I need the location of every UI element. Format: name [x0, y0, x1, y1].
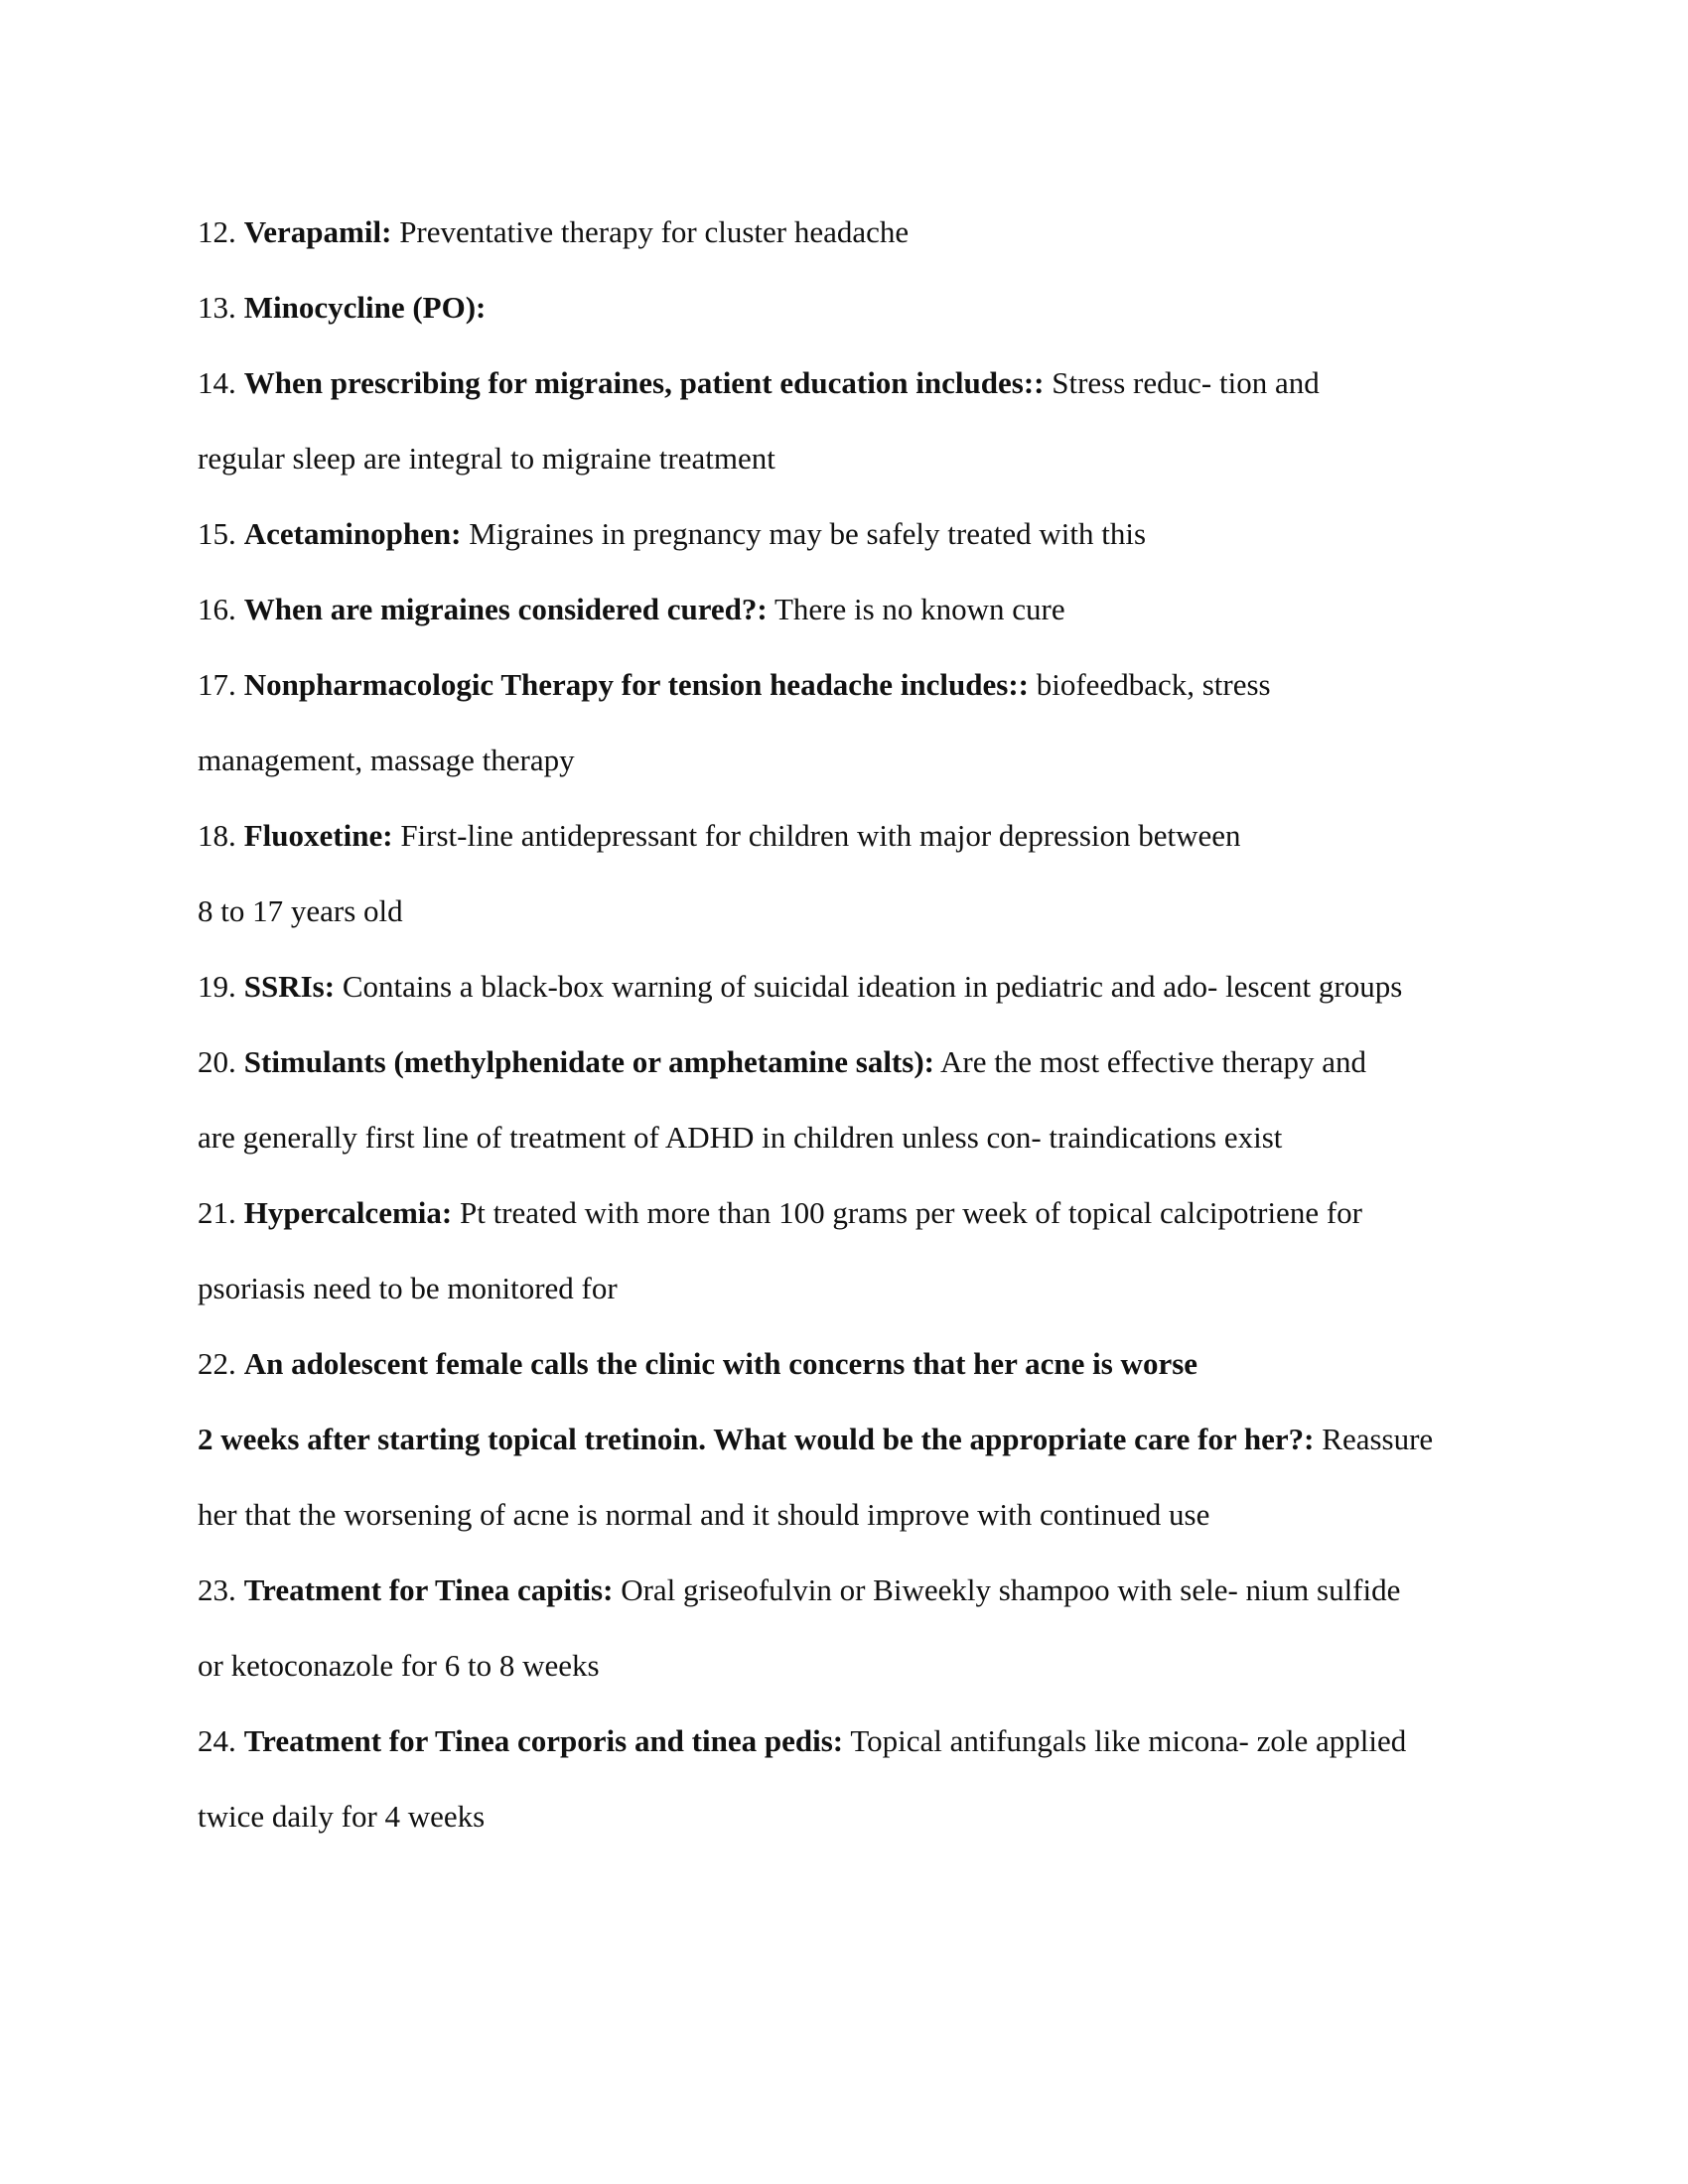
- item-term: Fluoxetine:: [243, 818, 393, 853]
- list-item-continuation: are generally first line of treatment of ADHD in children unless con- traindications exist: [198, 1120, 1283, 1155]
- list-item-continuation: 8 to 17 years old: [198, 893, 403, 928]
- item-term: An adolescent female calls the clinic with concerns that her acne is worse: [243, 1346, 1198, 1381]
- item-text: Reassure: [1322, 1422, 1434, 1456]
- item-number: 17.: [198, 667, 236, 702]
- list-item: [198, 1326, 1518, 1402]
- item-text: Are the most effective therapy and: [940, 1044, 1366, 1079]
- list-item: [198, 1553, 1518, 1628]
- item-number: 21.: [198, 1195, 236, 1230]
- list-item-continuation: regular sleep are integral to migraine treatment: [198, 441, 775, 476]
- item-term: Hypercalcemia:: [243, 1195, 453, 1230]
- item-term: When are migraines considered cured?:: [243, 592, 768, 626]
- flashcard-list: [198, 195, 1518, 1854]
- item-number: 20.: [198, 1044, 236, 1079]
- item-text: Preventative therapy for cluster headache: [399, 214, 910, 249]
- item-term: Stimulants (methylphenidate or amphetamine salts):: [243, 1044, 934, 1079]
- item-text: Stress reduc- tion and: [1052, 365, 1320, 400]
- list-item-continuation: her that the worsening of acne is normal and it should improve with continued use: [198, 1497, 1210, 1532]
- list-item-continuation: [198, 1402, 1518, 1477]
- item-term: Treatment for Tinea corporis and tinea pedis:: [243, 1723, 844, 1758]
- item-text: Migraines in pregnancy may be safely treated with this: [469, 516, 1147, 551]
- item-term: Verapamil:: [243, 214, 392, 249]
- list-item: [198, 195, 1518, 270]
- item-number: 16.: [198, 592, 236, 626]
- item-term: SSRIs:: [243, 969, 336, 1004]
- list-item: [198, 647, 1518, 723]
- item-text: Oral griseofulvin or Biweekly shampoo with sele- nium sulfide: [621, 1572, 1401, 1607]
- item-text: There is no known cure: [774, 592, 1065, 626]
- item-term-continued: 2 weeks after starting topical tretinoin. What would be the appropriate care for her?:: [198, 1422, 1315, 1456]
- list-item: [198, 1024, 1518, 1100]
- item-term: Nonpharmacologic Therapy for tension headache includes::: [243, 667, 1029, 702]
- item-number: 15.: [198, 516, 236, 551]
- item-text: biofeedback, stress: [1036, 667, 1271, 702]
- list-item: [198, 270, 1518, 345]
- list-item-continuation: or ketoconazole for 6 to 8 weeks: [198, 1648, 600, 1683]
- item-term: When prescribing for migraines, patient education includes::: [243, 365, 1045, 400]
- item-text: First-line antidepressant for children with major depression between: [400, 818, 1241, 853]
- item-number: 22.: [198, 1346, 236, 1381]
- item-number: 14.: [198, 365, 236, 400]
- item-text: Pt treated with more than 100 grams per week of topical calcipotriene for: [459, 1195, 1362, 1230]
- list-item: [198, 1175, 1518, 1251]
- item-term: Treatment for Tinea capitis:: [243, 1572, 614, 1607]
- item-text: Contains a black-box warning of suicidal ideation in pediatric and ado- lescent groups: [342, 969, 1403, 1004]
- item-number: 13.: [198, 290, 236, 325]
- item-number: 19.: [198, 969, 236, 1004]
- list-item: [198, 496, 1518, 572]
- item-number: 24.: [198, 1723, 236, 1758]
- item-term: Minocycline (PO):: [243, 290, 487, 325]
- list-item-continuation: twice daily for 4 weeks: [198, 1799, 486, 1834]
- list-item: [198, 1704, 1518, 1779]
- list-item-continuation: management, massage therapy: [198, 743, 575, 777]
- list-item: [198, 345, 1518, 421]
- list-item-continuation: psoriasis need to be monitored for: [198, 1271, 618, 1305]
- item-number: 23.: [198, 1572, 236, 1607]
- item-number: 18.: [198, 818, 236, 853]
- item-term: Acetaminophen:: [243, 516, 462, 551]
- item-text: Topical antifungals like micona- zole applied: [850, 1723, 1407, 1758]
- list-item: [198, 798, 1518, 874]
- item-number: 12.: [198, 214, 236, 249]
- list-item: [198, 949, 1518, 1024]
- list-item: [198, 572, 1518, 647]
